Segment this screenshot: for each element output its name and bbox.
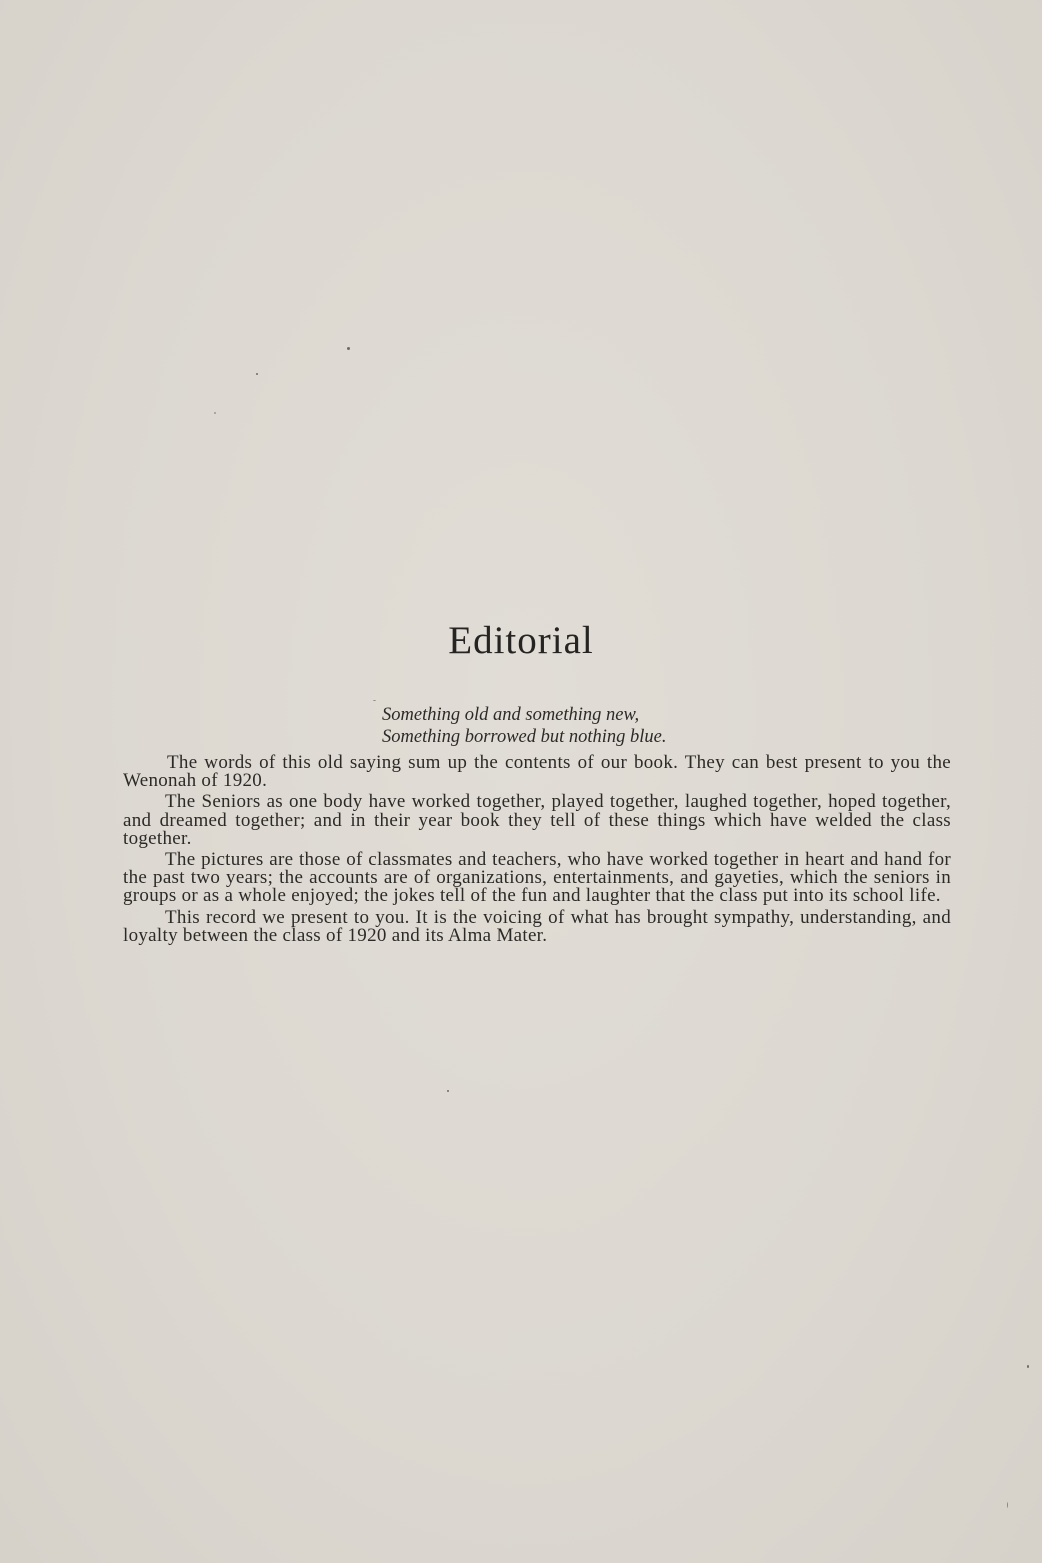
- paper-speck: [214, 412, 216, 414]
- paper-speck: [256, 373, 258, 375]
- epigraph-line: Something old and something new,: [382, 705, 640, 725]
- paper-speck: [347, 347, 350, 350]
- paragraph: The pictures are those of classmates and teachers, who have worked together in heart and hand for the past two years; the accounts are of organizations, entertainments, and gayeties, which the seniors in groups or as a whole enjoyed; the jokes tell of the fun and laughter that the class put into its school life.: [123, 849, 951, 907]
- editorial-body: [123, 754, 951, 948]
- paper-speck: [447, 1090, 449, 1092]
- paper-speck: [373, 700, 376, 701]
- paper-speck: [1027, 1365, 1029, 1368]
- epigraph-line: Something borrowed but nothing blue.: [382, 727, 667, 747]
- paragraph: The words of this old saying sum up the contents of our book. They can best present to you the Wenonah of 1920.: [123, 752, 951, 792]
- paragraph: The Seniors as one body have worked together, played together, laughed together, hoped together, and dreamed together; and in their year book they tell of these things which have welded the class together.: [123, 791, 951, 849]
- paper-speck: [1007, 1502, 1008, 1508]
- paragraph: This record we present to you. It is the voicing of what has brought sympathy, understanding, and loyalty between the class of 1920 and its Alma Mater.: [123, 906, 951, 946]
- epigraph: [382, 704, 667, 748]
- page-title: Editorial: [448, 619, 594, 662]
